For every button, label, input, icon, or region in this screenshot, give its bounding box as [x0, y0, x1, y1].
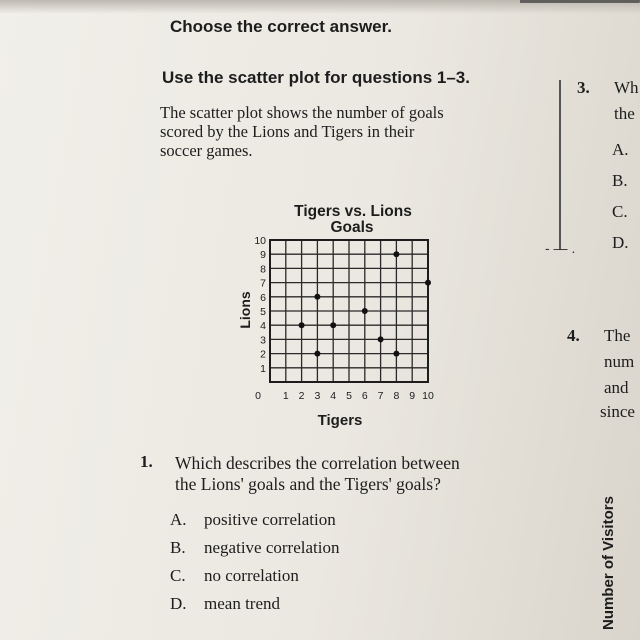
question-4-fragment: and: [604, 378, 629, 397]
chart-title: Tigers vs. Lions: [294, 203, 412, 220]
question-number: 1.: [140, 452, 153, 471]
data-point: [378, 336, 384, 342]
visitors-axis-label: Number of Visitors: [600, 496, 617, 630]
question-3-option-c[interactable]: C.: [612, 202, 628, 221]
question-3-option-b[interactable]: B.: [612, 171, 628, 190]
data-point: [362, 308, 368, 314]
x-tick-label: 3: [314, 390, 321, 402]
x-tick-label: 8: [393, 390, 400, 402]
y-tick-label: 3: [260, 334, 266, 347]
y-axis-label: Lions: [237, 291, 253, 329]
option-letter: B.: [170, 538, 186, 557]
data-point: [393, 351, 399, 357]
question-4-fragment: since: [600, 402, 635, 421]
dash-mark: - — .: [545, 240, 576, 256]
description-line: The scatter plot shows the number of goals: [160, 103, 444, 122]
chart-grid: [270, 240, 428, 382]
answer-option-c[interactable]: [170, 566, 299, 586]
question-line: the Lions' goals and the Tigers' goals?: [175, 474, 441, 494]
option-letter: C.: [170, 566, 186, 585]
option-text: negative correlation: [204, 538, 340, 557]
question-text: [175, 453, 525, 495]
section-heading: Use the scatter plot for questions 1–3.: [162, 68, 470, 87]
x-tick-label: 0: [255, 390, 261, 402]
question-4-fragment: The: [604, 326, 631, 345]
description-line: scored by the Lions and Tigers in their: [160, 122, 415, 141]
instruction-text: Choose the correct answer.: [170, 17, 393, 36]
description-line: soccer games.: [160, 141, 253, 160]
question-4-number: 4.: [567, 326, 580, 345]
x-tick-label: 1: [282, 390, 289, 402]
y-tick-label: 1: [260, 362, 266, 375]
question-3-number: 3.: [577, 78, 590, 97]
option-text: mean trend: [204, 594, 280, 613]
question-3-option-d[interactable]: D.: [612, 233, 629, 252]
data-point: [425, 280, 431, 286]
x-tick-label: 9: [409, 390, 416, 402]
answer-option-b[interactable]: [170, 538, 339, 558]
question-3-fragment: the: [614, 104, 635, 123]
chart-title-line-2: Goals: [330, 219, 374, 236]
x-tick-label: 6: [361, 390, 368, 402]
data-point: [314, 351, 320, 357]
option-letter: D.: [170, 594, 187, 613]
option-text: no correlation: [204, 566, 299, 585]
y-tick-label: 8: [260, 263, 266, 276]
x-tick-label: 2: [298, 390, 305, 402]
answer-option-d[interactable]: [170, 594, 280, 614]
y-tick-label: 4: [260, 320, 266, 333]
y-tick-label: 10: [254, 235, 266, 247]
y-tick-label: 7: [260, 277, 266, 290]
data-point: [393, 251, 399, 257]
option-letter: A.: [170, 510, 187, 529]
data-point: [299, 322, 305, 328]
x-axis-label: Tigers: [317, 412, 363, 429]
question-line: Which describes the correlation between: [175, 453, 460, 473]
y-tick-label: 2: [260, 348, 266, 361]
question-4-fragment: num: [604, 352, 635, 371]
y-tick-label: 5: [260, 306, 266, 318]
y-tick-label: 9: [260, 249, 266, 262]
x-tick-label: 4: [330, 390, 337, 402]
data-point: [330, 322, 336, 328]
x-tick-label: 7: [377, 390, 384, 402]
x-tick-label: 5: [346, 390, 352, 402]
x-tick-label: 10: [422, 390, 434, 402]
data-point: [314, 294, 320, 300]
question-3-option-a[interactable]: A.: [612, 140, 629, 159]
y-tick-label: 6: [260, 291, 266, 304]
question-3-fragment: Wh: [614, 78, 639, 97]
option-text: positive correlation: [204, 510, 336, 529]
chart-ticks: [254, 235, 434, 402]
answer-option-a[interactable]: [170, 510, 336, 530]
